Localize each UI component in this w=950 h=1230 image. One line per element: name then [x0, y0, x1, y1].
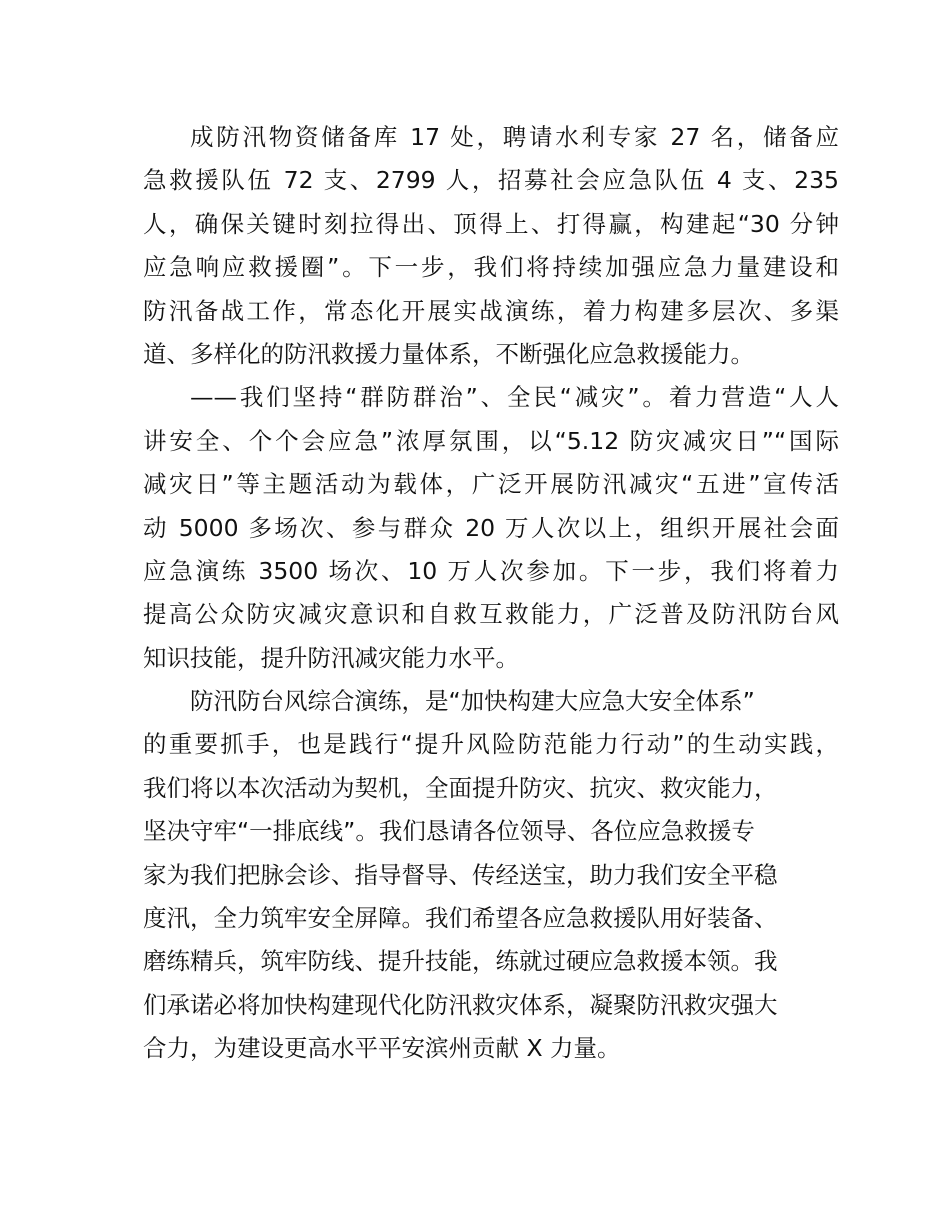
paragraph-mass-prevention	[143, 376, 839, 680]
text-line: 磨练精兵，筑牢防线、提升技能，练就过硬应急救援本领。我	[143, 947, 778, 976]
text-line: 应急演练 3500 场次、10 万人次参加。下一步，我们将着力	[143, 556, 839, 585]
text-line: 防汛备战工作，常态化开展实战演练，着力构建多层次、多渠	[143, 296, 839, 325]
text-line: 动 5000 多场次、参与群众 20 万人次以上，组织开展社会面	[143, 513, 839, 542]
text-line: 知识技能，提升防汛减灾能力水平。	[143, 643, 519, 672]
text-line: 坚决守牢“一排底线”。我们恳请各位领导、各位应急救援专	[143, 817, 755, 846]
document-page	[143, 116, 839, 1071]
text-line: 人，确保关键时刻拉得出、顶得上、打得赢，构建起“30 分钟	[143, 209, 839, 238]
text-line: 我们将以本次活动为契机，全面提升防灾、抗灾、救灾能力，	[143, 773, 778, 802]
paragraph-rescue-forces	[143, 116, 839, 376]
text-line: 应急响应救援圈”。下一步，我们将持续加强应急力量建设和	[143, 253, 839, 282]
text-line: 度汛，全力筑牢安全屏障。我们希望各应急救援队用好装备、	[143, 904, 778, 933]
text-line: 家为我们把脉会诊、指导督导、传经送宝，助力我们安全平稳	[143, 860, 778, 889]
text-line: 防汛防台风综合演练，是“加快构建大应急大安全体系”	[190, 687, 755, 716]
text-line: 急救援队伍 72 支、2799 人，招募社会应急队伍 4 支、235	[143, 166, 839, 195]
text-line: ——我们坚持“群防群治”、全民“减灾”。着力营造“人人	[190, 383, 839, 412]
text-line: 提高公众防灾减灾意识和自救互救能力，广泛普及防汛防台风	[143, 600, 839, 629]
text-line: 讲安全、个个会应急”浓厚氛围，以“5.12 防灾减灾日”“国际	[143, 426, 839, 455]
text-line: 减灾日”等主题活动为载体，广泛开展防汛减灾“五进”宣传活	[143, 470, 839, 499]
paragraph-conclusion	[143, 680, 839, 1071]
text-line: 们承诺必将加快构建现代化防汛救灾体系，凝聚防汛救灾强大	[143, 990, 778, 1019]
text-line: 的重要抓手，也是践行“提升风险防范能力行动”的生动实践，	[143, 730, 839, 759]
text-line: 合力，为建设更高水平平安滨州贡献 X 力量。	[143, 1034, 621, 1063]
text-line: 道、多样化的防汛救援力量体系，不断强化应急救援能力。	[143, 339, 754, 368]
text-line: 成防汛物资储备库 17 处，聘请水利专家 27 名，储备应	[190, 123, 839, 151]
